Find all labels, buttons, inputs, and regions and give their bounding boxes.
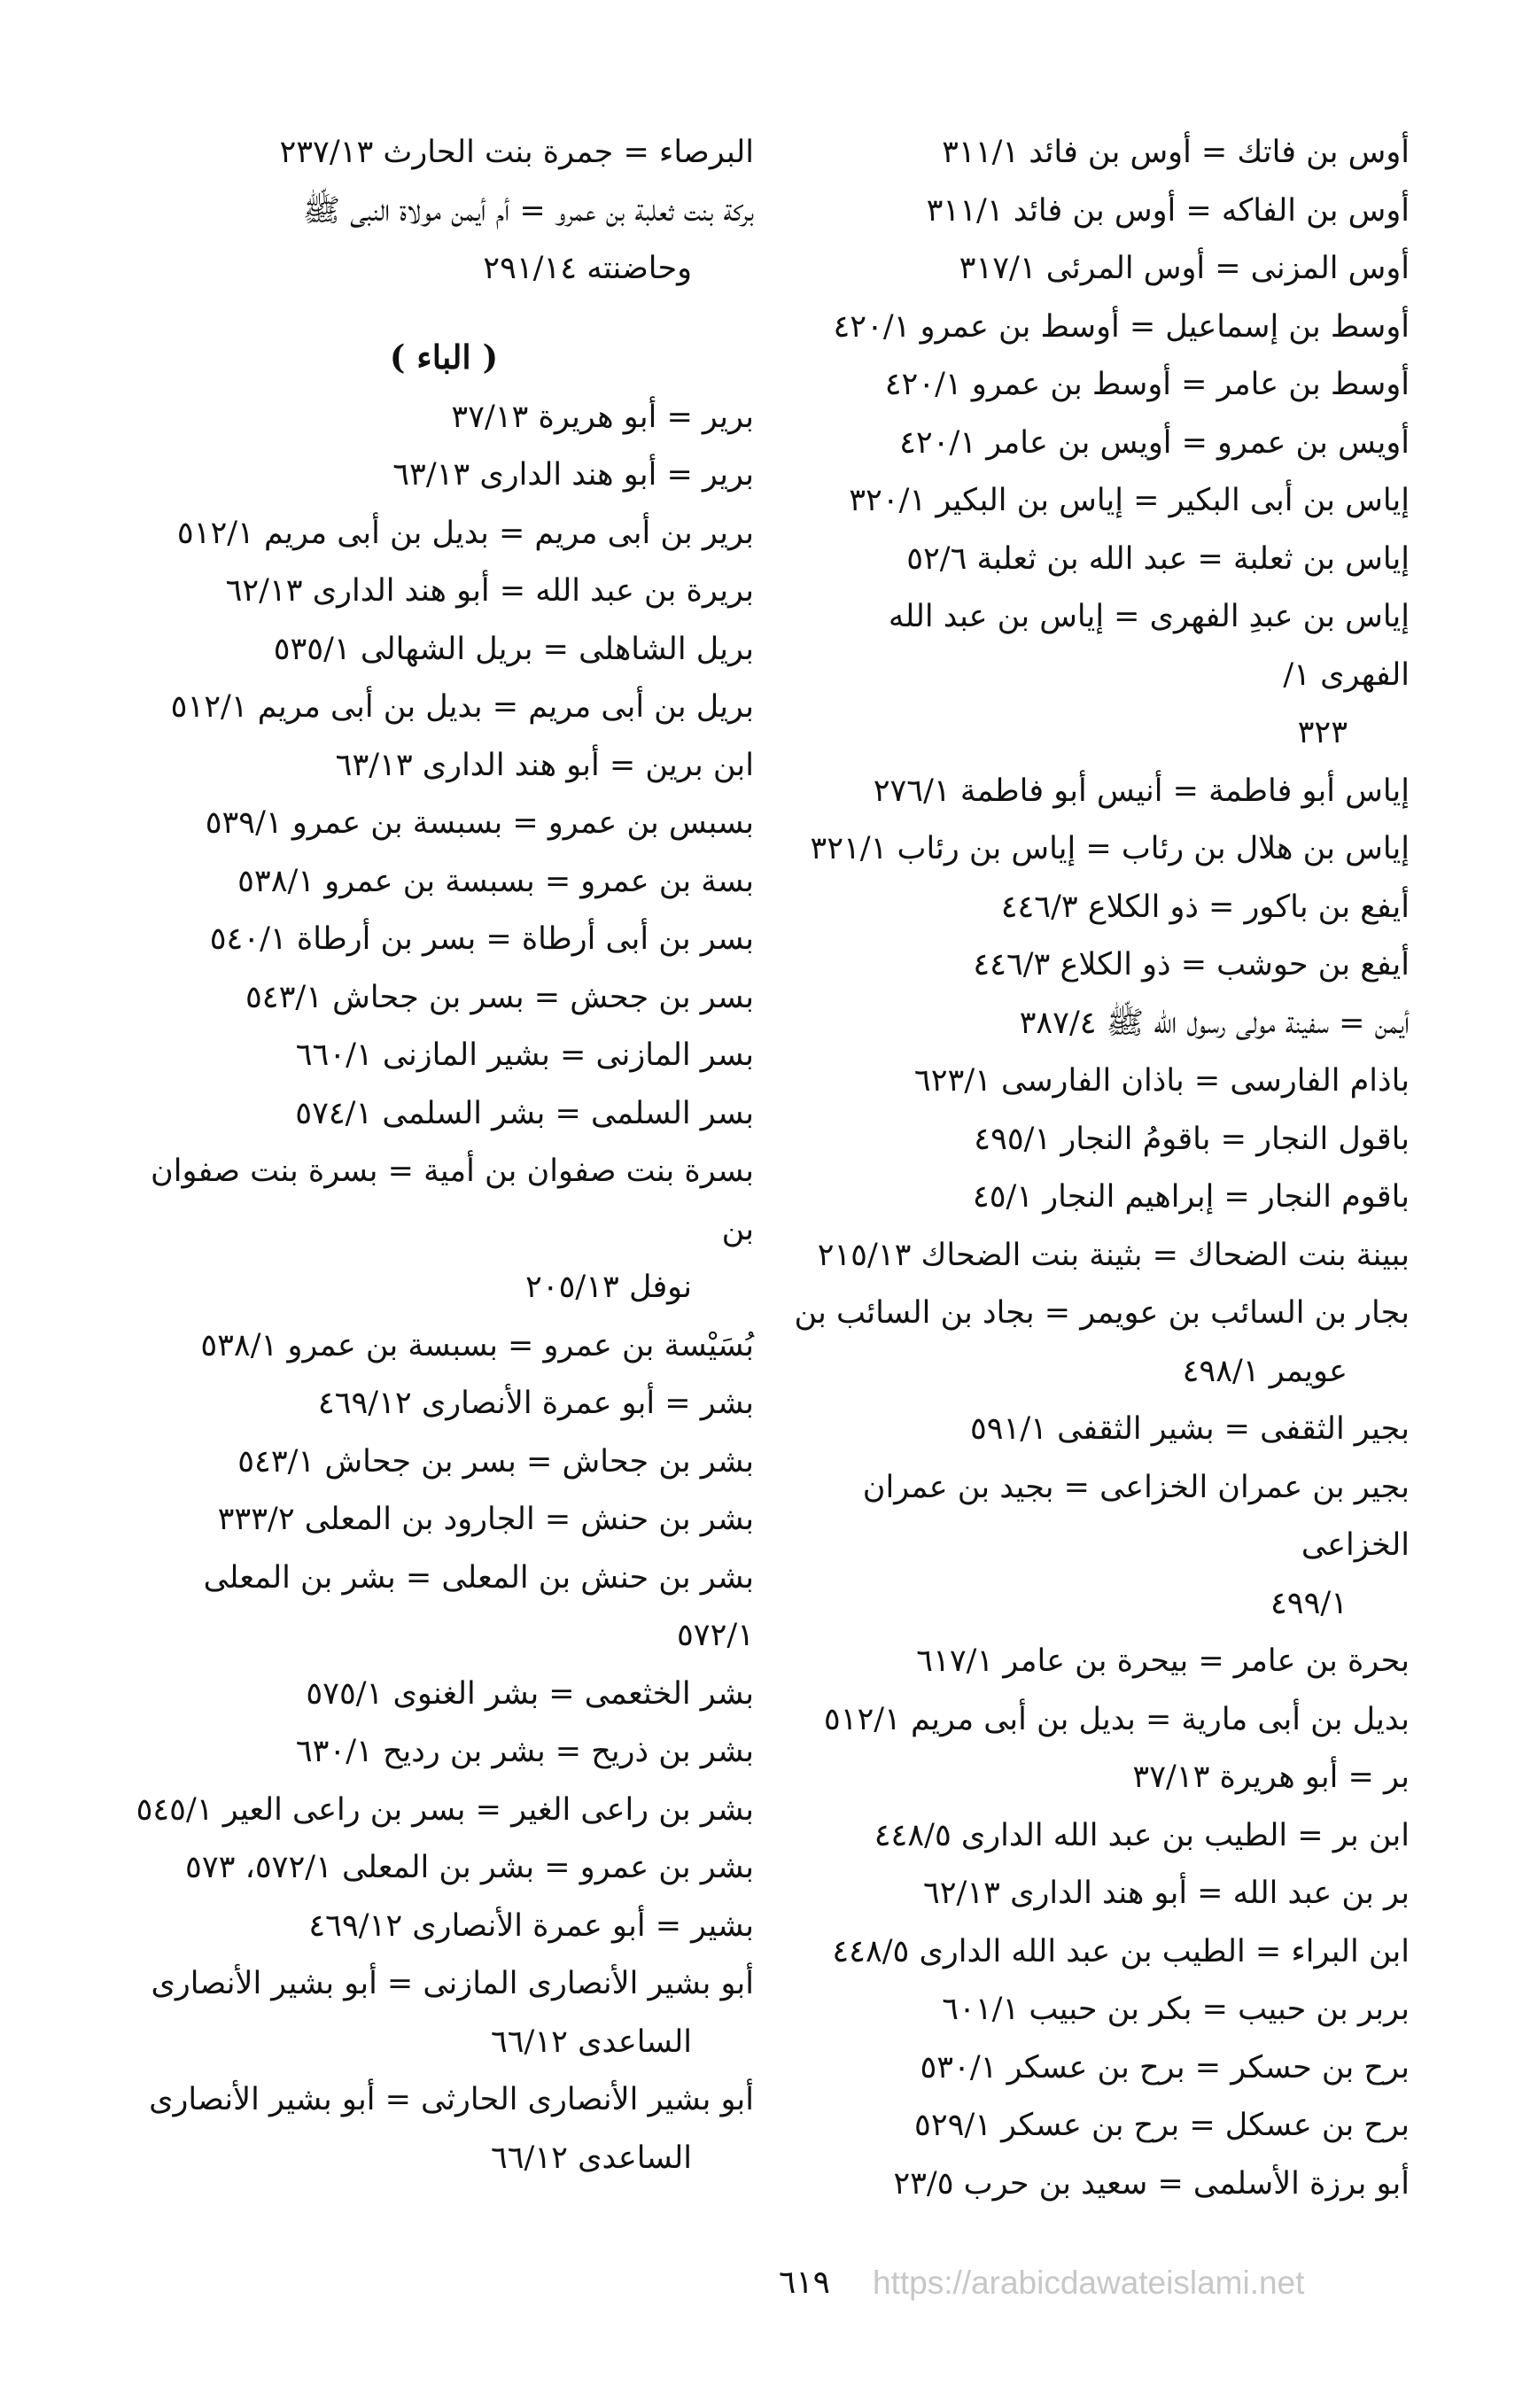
index-entry: بشر بن راعى الغير = بسر بن راعى العير ٥٤٥/١: [136, 1791, 754, 1828]
index-entry: إياس بن عبدِ الفهرى = إياس بن عبد الله الفهرى ١/ ٣٢٣: [888, 599, 1410, 750]
index-entry: ابن بر = الطيب بن عبد الله الدارى ٤٤٨/٥: [874, 1817, 1410, 1853]
index-entry: بر = أبو هريرة ٣٧/١٣: [1132, 1759, 1410, 1795]
index-entry: بُسَيْسة بن عمرو = بسبسة بن عمرو ٥٣٨/١: [200, 1327, 754, 1363]
index-entry: بشر = أبو عمرة الأنصارى ٤٦٩/١٢: [317, 1386, 754, 1421]
index-entry: بر بن عبد الله = أبو هند الدارى ٦٢/١٣: [922, 1876, 1410, 1911]
index-entry: أويس بن عمرو = أويس بن عامر ٤٢٠/١: [899, 424, 1410, 461]
index-entry: أيفع بن حوشب = ذو الكلاع ٤٤٦/٣: [973, 947, 1410, 983]
index-entry: بسر بن جحش = بسر بن جحاش ٥٤٣/١: [245, 979, 754, 1015]
index-entry: أوسط بن إسماعيل = أوسط بن عمرو ٤٢٠/١: [833, 308, 1410, 345]
index-entry: أوس بن الفاكه = أوس بن فائد ٣١١/١: [926, 192, 1410, 229]
index-entry: إياس بن ثعلبة = عبد الله بن ثعلبة ٥٢/٦: [906, 540, 1410, 577]
index-entry: بريل بن أبى مريم = بديل بن أبى مريم ٥١٢/١: [170, 689, 754, 725]
index-entry: أيفع بن باكور = ذو الكلاع ٤٤٦/٣: [1000, 889, 1410, 925]
index-column-left: [134, 124, 754, 2187]
index-entry: إياس أبو فاطمة = أنيس أبو فاطمة ٢٧٦/١: [873, 773, 1410, 809]
index-entry: بسرة بنت صفوان بن أمية = بسرة بنت صفوان بن نوفل ٢٠٥/١٣: [151, 1154, 754, 1305]
index-entry: بشر بن جحاش = بسر بن جحاش ٥٤٣/١: [237, 1443, 754, 1480]
page-number: ٦١٩: [778, 2264, 830, 2301]
index-entry: بجير بن عمران الخزاعى = بجيد بن عمران الخزاعى ٤٩٩/١: [862, 1469, 1410, 1621]
index-entry: بجار بن السائب بن عويمر = بجاد بن السائب بن عويمر ٤٩٨/١: [794, 1295, 1410, 1389]
index-entry: بركة بنت ثعلبة بن عمرو = أم أيمن مولاة النبى ﷺ وحاضنته ٢٩١/١٤: [302, 192, 754, 286]
index-entry: ابن البراء = الطيب بن عبد الله الدارى ٤٤٨/٥: [832, 1933, 1410, 1969]
index-entry: برح بن عسكل = برح بن عسكر ٥٢٩/١: [914, 2108, 1410, 2143]
index-entry: بريرة بن عبد الله = أبو هند الدارى ٦٢/١٣: [225, 573, 754, 609]
index-entry: بديل بن أبى مارية = بديل بن أبى مريم ٥١٢/١: [823, 1701, 1410, 1737]
index-entry: بشر بن عمرو = بشر بن المعلى ٥٧٢/١، ٥٧٣: [185, 1850, 754, 1885]
index-entry: أوس بن فاتك = أوس بن فائد ٣١١/١: [942, 135, 1410, 170]
index-entry: بحرة بن عامر = بيحرة بن عامر ٦١٧/١: [916, 1643, 1410, 1679]
index-column-right: [789, 124, 1410, 2213]
index-entry: بشر بن ذريح = بشر بن رديح ٦٣٠/١: [295, 1734, 754, 1769]
index-entry: برير بن أبى مريم = بديل بن أبى مريم ٥١٢/١: [176, 515, 754, 551]
index-entry: أوسط بن عامر = أوسط بن عمرو ٤٢٠/١: [884, 367, 1410, 402]
index-entry: ببينة بنت الضحاك = بثينة بنت الضحاك ٢١٥/١٣: [817, 1237, 1410, 1273]
index-entry: أيمن = سفينة مولى رسول الله ﷺ ٣٨٧/٤: [1019, 1005, 1410, 1041]
index-entry: أوس المزنى = أوس المرئى ٣١٧/١: [959, 251, 1410, 286]
index-entry: بسر المازنى = بشير المازنى ٦٦٠/١: [295, 1037, 754, 1073]
index-entry: إياس بن هلال بن رئاب = إياس بن رئاب ٣٢١/١: [810, 831, 1410, 866]
index-entry: برير = أبو هند الدارى ٦٣/١٣: [392, 457, 754, 493]
index-entry: بشر بن حنش = الجارود بن المعلى ٣٣٣/٢: [217, 1502, 754, 1537]
index-entry: بشر الخثعمى = بشر الغنوى ٥٧٥/١: [306, 1675, 754, 1712]
index-entry: بشر بن حنش بن المعلى = بشر بن المعلى ٥٧٢/١: [203, 1559, 754, 1653]
index-entry: برح بن حسكر = برح بن عسكر ٥٣٠/١: [920, 2049, 1410, 2086]
index-entry: بسبس بن عمرو = بسبسة بن عمرو ٥٣٩/١: [205, 805, 754, 841]
index-entry: بسة بن عمرو = بسبسة بن عمرو ٥٣٨/١: [237, 863, 754, 899]
index-entry: بريل الشاهلى = بريل الشهالى ٥٣٥/١: [273, 631, 754, 667]
index-entry: أبو برزة الأسلمى = سعيد بن حرب ٢٣/٥: [893, 2165, 1410, 2202]
index-entry: إياس بن أبى البكير = إياس بن البكير ٣٢٠/١: [849, 483, 1410, 518]
index-entry: بجير الثقفى = بشير الثقفى ٥٩١/١: [969, 1411, 1410, 1447]
index-entry: برير = أبو هريرة ٣٧/١٣: [451, 399, 754, 435]
index-entry: أبو بشير الأنصارى الحارثى = أبو بشير الأنصارى الساعدى ٦٦/١٢: [149, 2082, 754, 2176]
index-entry: باقول النجار = باقومُ النجار ٤٩٥/١: [974, 1121, 1410, 1157]
index-entry: باذام الفارسى = باذان الفارسى ٦٢٣/١: [913, 1063, 1410, 1099]
index-entry: بسر السلمى = بشر السلمى ٥٧٤/١: [295, 1095, 754, 1131]
index-entry: بربر بن حبيب = بكر بن حبيب ٦٠١/١: [942, 1992, 1410, 2027]
index-entry: ابن برين = أبو هند الدارى ٦٣/١٣: [335, 747, 754, 783]
index-entry: باقوم النجار = إبراهيم النجار ٤٥/١: [972, 1179, 1410, 1215]
index-entry: البرصاء = جمرة بنت الحارث ٢٣٧/١٣: [279, 135, 754, 170]
index-entry: بشير = أبو عمرة الأنصارى ٤٦٩/١٢: [308, 1907, 754, 1944]
section-heading: ( الباء ): [389, 337, 499, 377]
watermark-url: https://arabicdawateislami.net: [873, 2264, 1305, 2301]
index-entry: بسر بن أبى أرطاة = بسر بن أرطاة ٥٤٠/١: [209, 921, 754, 957]
index-entry: أبو بشير الأنصارى المازنى = أبو بشير الأنصارى الساعدى ٦٦/١٢: [151, 1966, 754, 2060]
